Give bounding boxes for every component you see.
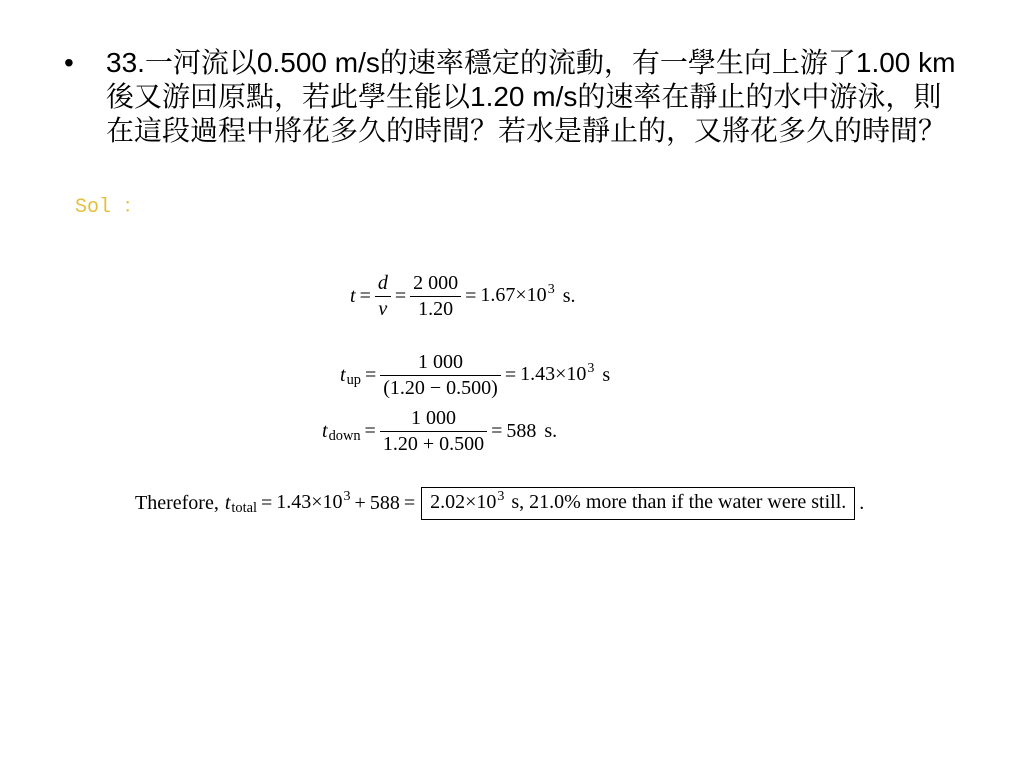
- bullet-point: •: [64, 47, 74, 78]
- result-value: 588: [506, 420, 537, 442]
- result-exponent: 3: [587, 361, 595, 377]
- result-unit: s: [602, 364, 611, 386]
- term-mantissa: 1.43×10: [276, 491, 343, 513]
- equals-sign: =: [359, 285, 371, 307]
- equals-sign: =: [394, 285, 407, 307]
- fraction-numeric: [410, 271, 461, 322]
- equation-still-water-time: [350, 271, 575, 322]
- result-exponent: 3: [547, 282, 555, 298]
- time-variable: t: [340, 364, 346, 386]
- equals-sign: =: [364, 420, 376, 442]
- term-exponent: 3: [343, 489, 351, 505]
- equals-sign: =: [465, 285, 477, 307]
- result-unit: s.: [544, 420, 558, 442]
- problem-line-2: 後又游回原點，若此學生能以1.20 m/s的速率在靜止的水中游泳，則: [106, 81, 942, 112]
- fraction-denominator: v: [378, 298, 388, 320]
- fraction-downstream: [380, 406, 487, 457]
- answer-mantissa: 2.02×10: [430, 491, 497, 513]
- time-subscript: down: [328, 428, 361, 445]
- plus-sign: +: [354, 492, 366, 514]
- result-value: [520, 363, 594, 388]
- fraction-numerator: 2 000: [410, 271, 461, 297]
- fraction-numerator: 1 000: [380, 350, 501, 376]
- answer-text: s, 21.0% more than if the water were still.: [511, 491, 847, 513]
- problem-line-1: 33.一河流以0.500 m/s的速率穩定的流動，有一學生向上游了1.00 km: [106, 47, 956, 78]
- answer-exponent: 3: [497, 489, 505, 505]
- fraction-denominator: (1.20 − 0.500): [383, 377, 498, 399]
- therefore-text: Therefore,: [135, 492, 219, 514]
- time-subscript: up: [346, 372, 361, 389]
- fraction-distance-over-speed: [375, 271, 391, 322]
- equals-sign: =: [491, 420, 503, 442]
- fraction-upstream: [380, 350, 501, 401]
- time-subscript: total: [231, 500, 257, 517]
- fraction-numerator: d: [375, 271, 391, 297]
- time-variable: t: [350, 285, 356, 307]
- fraction-denominator: 1.20: [418, 298, 454, 320]
- equation-upstream-time: [340, 350, 610, 401]
- result-mantissa: 1.43×10: [520, 363, 587, 385]
- equation-downstream-time: [322, 406, 557, 457]
- equation-total-time: [135, 487, 864, 520]
- boxed-answer: [421, 487, 855, 520]
- equals-sign: =: [260, 492, 273, 514]
- term-downstream: 588: [369, 492, 400, 514]
- sentence-period: .: [859, 492, 865, 514]
- equals-sign: =: [504, 364, 517, 386]
- equals-sign: =: [364, 364, 377, 386]
- result-mantissa: 1.67×10: [480, 284, 547, 306]
- equals-sign: =: [403, 492, 416, 514]
- solution-label: Sol ：: [75, 196, 144, 219]
- term-upstream: [276, 491, 350, 516]
- fraction-numerator: 1 000: [380, 406, 487, 432]
- result-value: [480, 284, 554, 309]
- result-unit: s.: [562, 285, 576, 307]
- time-variable: t: [224, 492, 231, 514]
- problem-line-3: 在這段過程中將花多久的時間？若水是靜止的，又將花多久的時間？: [106, 115, 947, 146]
- time-variable: t: [322, 420, 328, 442]
- fraction-denominator: 1.20 + 0.500: [382, 433, 485, 455]
- problem-statement: [106, 46, 986, 148]
